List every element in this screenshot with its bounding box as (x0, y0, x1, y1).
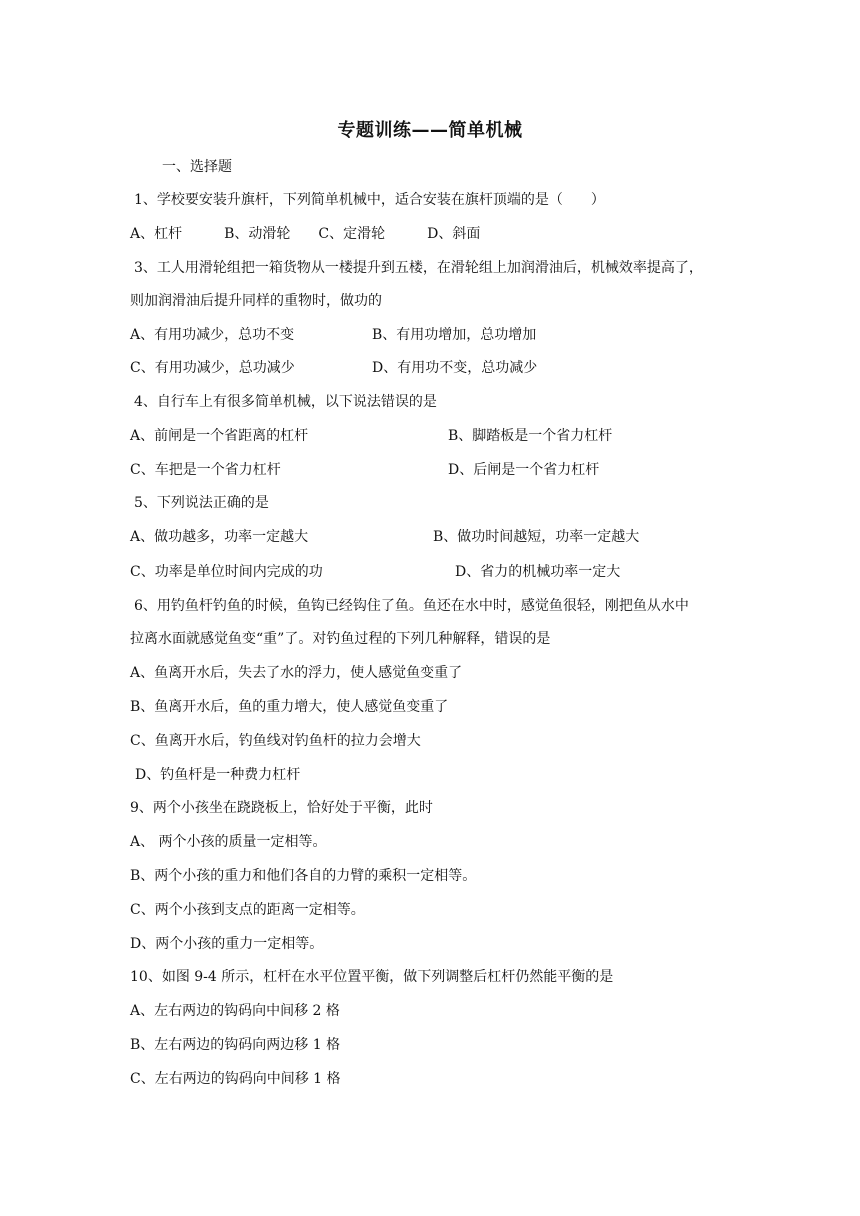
q3-stem-line1: 3、工人用滑轮组把一箱货物从一楼提升到五楼，在滑轮组上加润滑油后，机械效率提高了， (134, 260, 703, 276)
q1-stem: 1、学校要安装升旗杆，下列简单机械中，适合安装在旗杆顶端的是（ ） (134, 192, 605, 208)
q9-option-a: A、 两个小孩的质量一定相等。 (130, 834, 327, 850)
q4-option-b: B、脚踏板是一个省力杠杆 (448, 428, 613, 444)
q3-option-b: B、有用功增加，总功增加 (372, 327, 537, 343)
q4-option-d: D、后闸是一个省力杠杆 (448, 462, 600, 478)
q5-option-d: D、省力的机械功率一定大 (455, 564, 621, 580)
q6-option-c: C、鱼离开水后，钓鱼线对钓鱼杆的拉力会增大 (130, 733, 421, 749)
q3-option-c: C、有用功减少，总功减少 (130, 360, 295, 376)
q5-option-c: C、功率是单位时间内完成的功 (130, 564, 323, 580)
q3-stem-line2: 则加润滑油后提升同样的重物时，做功的 (130, 293, 382, 309)
q6-option-b: B、鱼离开水后，鱼的重力增大，使人感觉鱼变重了 (130, 699, 449, 715)
q10-option-c: C、左右两边的钩码向中间移 1 格 (130, 1071, 341, 1087)
q4-option-c: C、车把是一个省力杠杆 (130, 462, 281, 478)
q9-option-d: D、两个小孩的重力一定相等。 (130, 936, 324, 952)
section-heading: 一、选择题 (162, 159, 232, 175)
q6-stem-line2: 拉离水面就感觉鱼变“重”了。对钓鱼过程的下列几种解释，错误的是 (130, 631, 551, 647)
q6-stem-line1: 6、用钓鱼杆钓鱼的时候，鱼钩已经钩住了鱼。鱼还在水中时，感觉鱼很轻，刚把鱼从水中 (134, 598, 689, 614)
page-title: 专题训练——简单机械 (337, 120, 523, 141)
q9-stem: 9、两个小孩坐在跷跷板上，恰好处于平衡，此时 (130, 800, 433, 816)
q10-stem: 10、如图 9-4 所示，杠杆在水平位置平衡，做下列调整后杠杆仍然能平衡的是 (130, 969, 614, 985)
q3-option-d: D、有用功不变，总功减少 (372, 360, 538, 376)
q4-option-a: A、前闸是一个省距离的杠杆 (130, 428, 309, 444)
q5-option-a: A、做功越多，功率一定越大 (130, 529, 309, 545)
q3-option-a: A、有用功减少，总功不变 (130, 327, 295, 343)
q5-stem: 5、下列说法正确的是 (134, 495, 269, 511)
q6-option-d: D、钓鱼杆是一种费力杠杆 (135, 767, 301, 783)
q9-option-c: C、两个小孩到支点的距离一定相等。 (130, 902, 365, 918)
q10-option-a: A、左右两边的钩码向中间移 2 格 (130, 1003, 340, 1019)
q4-stem: 4、自行车上有很多简单机械，以下说法错误的是 (134, 394, 437, 410)
q9-option-b: B、两个小孩的重力和他们各自的力臂的乘积一定相等。 (130, 868, 477, 884)
q5-option-b: B、做功时间越短，功率一定越大 (433, 529, 640, 545)
q6-option-a: A、鱼离开水后，失去了水的浮力，使人感觉鱼变重了 (130, 665, 463, 681)
q10-option-b: B、左右两边的钩码向两边移 1 格 (130, 1037, 341, 1053)
q1-options: A、杠杆 B、动滑轮 C、定滑轮 D、斜面 (130, 226, 481, 242)
